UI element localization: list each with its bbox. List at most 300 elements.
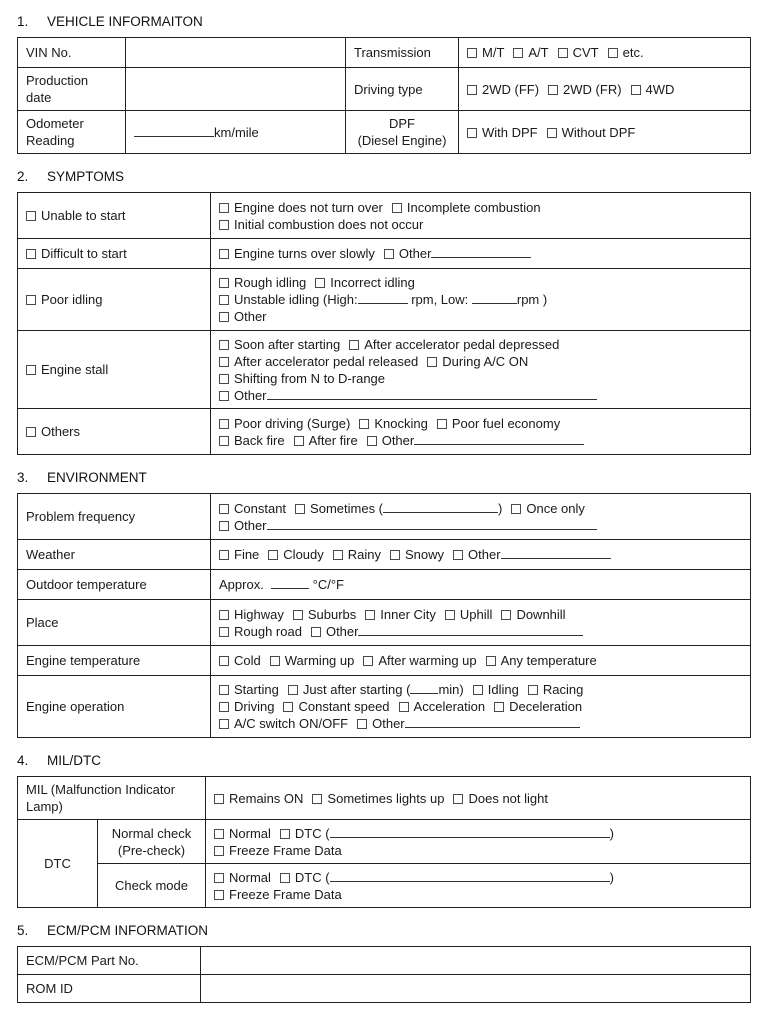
other-checkbox[interactable] <box>384 249 394 259</box>
incomplete-combustion-checkbox[interactable] <box>392 203 402 213</box>
knocking-checkbox[interactable] <box>359 419 369 429</box>
place-label <box>18 600 211 646</box>
fine-label: Fine <box>234 547 260 562</box>
acceleration-checkbox[interactable] <box>399 702 409 712</box>
table-row <box>18 68 751 111</box>
incomplete-combustion-option <box>392 200 541 215</box>
form-line <box>219 715 742 732</box>
table-row <box>18 676 751 738</box>
other-checkbox[interactable] <box>219 312 229 322</box>
dtc-checkbox[interactable] <box>280 829 290 839</box>
after-warming-up-label: After warming up <box>378 653 477 668</box>
production-date-label <box>18 68 126 111</box>
engine-does-not-turn-over-checkbox[interactable] <box>219 203 229 213</box>
static-text: ) <box>609 825 614 841</box>
inner-city-checkbox[interactable] <box>365 610 375 620</box>
form-line <box>26 245 202 262</box>
poor-fuel-economy-label: Poor fuel economy <box>451 415 561 431</box>
rough-idling-option <box>219 275 306 290</box>
sometimes-lights-up-checkbox[interactable] <box>312 794 322 804</box>
with-dpf-option <box>467 125 538 140</box>
static-text: Odometer <box>26 116 84 131</box>
transmission-label <box>346 38 459 68</box>
any-temperature-label: Any temperature <box>500 653 597 668</box>
deceleration-checkbox[interactable] <box>494 702 504 712</box>
initial-combustion-does-not-occur-checkbox[interactable] <box>219 220 229 230</box>
freeze-frame-data-option <box>214 887 342 902</box>
driving-label: Driving <box>234 699 275 714</box>
fill-in-blank[interactable] <box>330 826 610 838</box>
vin-input-cell[interactable] <box>126 38 346 68</box>
dtc-checkbox[interactable] <box>280 873 290 883</box>
other-label: Other <box>234 309 267 324</box>
form-line <box>219 370 742 387</box>
section-number: 1. <box>17 14 29 29</box>
form-line <box>467 44 742 61</box>
uphill-label: Uphill <box>459 606 493 622</box>
static-text: min) <box>438 682 464 697</box>
symptom-others <box>18 409 211 455</box>
unstable-idling-high-option <box>219 292 358 307</box>
symptom-unable-to-start <box>18 193 211 239</box>
does-not-light-checkbox[interactable] <box>453 794 463 804</box>
table-row <box>18 38 751 68</box>
rough-idling-checkbox[interactable] <box>219 278 229 288</box>
sometimes-lights-up-option <box>312 791 444 806</box>
a-c-switch-on-off-checkbox[interactable] <box>219 719 229 729</box>
initial-combustion-does-not-occur-label: Initial combustion does not occur <box>234 216 424 232</box>
static-text: ) <box>498 500 503 516</box>
fill-in-blank[interactable] <box>267 518 597 530</box>
with-dpf-checkbox[interactable] <box>467 128 477 138</box>
static-text: Place <box>26 615 59 630</box>
unable-to-start-label: Unable to start <box>41 208 126 223</box>
form-line <box>354 44 450 61</box>
symptom-difficult-to-start <box>18 239 211 269</box>
form-line <box>214 842 742 859</box>
form-line <box>106 842 197 859</box>
back-fire-checkbox[interactable] <box>219 436 229 446</box>
form-line <box>26 423 202 440</box>
dpf-options <box>459 111 751 154</box>
constant-checkbox[interactable] <box>219 504 229 514</box>
other-option <box>367 433 415 448</box>
rough-idling-label: Rough idling <box>234 275 307 290</box>
other-label: Other <box>468 547 501 562</box>
other-label: Other <box>234 387 267 403</box>
poor-fuel-economy-option <box>437 416 560 431</box>
unable-to-start-checkbox[interactable] <box>26 211 36 221</box>
without-dpf-label: Without DPF <box>561 124 636 140</box>
sometimes-option <box>295 501 383 516</box>
form-line <box>219 387 742 404</box>
fill-in-blank[interactable] <box>271 577 309 589</box>
freeze-frame-data-checkbox[interactable] <box>214 846 224 856</box>
rainy-label: Rainy <box>347 547 382 562</box>
inner-city-option <box>365 607 436 622</box>
rough-road-checkbox[interactable] <box>219 627 229 637</box>
normal-checkbox[interactable] <box>214 873 224 883</box>
remains-on-label: Remains ON <box>229 790 304 806</box>
a-c-switch-on-off-option <box>219 716 348 731</box>
transmission-options <box>459 38 751 68</box>
highway-checkbox[interactable] <box>219 610 229 620</box>
cold-label: Cold <box>234 653 261 668</box>
freeze-frame-data-checkbox[interactable] <box>214 890 224 900</box>
form-line <box>467 81 742 98</box>
form-line <box>219 199 742 216</box>
after-fire-checkbox[interactable] <box>294 436 304 446</box>
2wd-ff-checkbox[interactable] <box>467 85 477 95</box>
section-number: 2. <box>17 169 29 184</box>
form-line <box>219 517 742 534</box>
rom-id-label <box>18 975 201 1003</box>
poor-driving-surge-option <box>219 416 350 431</box>
cvt-checkbox[interactable] <box>558 48 568 58</box>
others-checkbox[interactable] <box>26 427 36 437</box>
knocking-label: Knocking <box>374 415 428 431</box>
rough-road-label: Rough road <box>234 623 302 639</box>
a-t-checkbox[interactable] <box>513 48 523 58</box>
dtc-normal-check-label <box>98 820 206 864</box>
form-line <box>214 869 742 886</box>
other-option <box>311 624 359 639</box>
poor-idling-option <box>26 292 102 307</box>
snowy-checkbox[interactable] <box>390 550 400 560</box>
unable-to-start-option <box>26 208 126 223</box>
after-accelerator-pedal-depressed-label: After accelerator pedal depressed <box>364 336 560 352</box>
symptom-engine-stall <box>18 331 211 409</box>
static-text: VIN No. <box>26 45 72 60</box>
during-a-c-on-label: During A/C ON <box>442 353 529 369</box>
form-line <box>219 245 742 262</box>
after-accelerator-pedal-depressed-option <box>349 337 559 352</box>
suburbs-label: Suburbs <box>307 606 357 622</box>
does-not-light-label: Does not light <box>468 790 548 806</box>
section-title: ECM/PCM INFORMATION <box>47 923 208 938</box>
section-title: MIL/DTC <box>47 753 101 768</box>
rainy-checkbox[interactable] <box>333 550 343 560</box>
difficult-to-start-option <box>26 246 127 261</box>
static-text: °C/°F <box>309 577 344 592</box>
table-row <box>18 494 751 540</box>
difficult-to-start-options <box>211 239 751 269</box>
during-a-c-on-option <box>427 354 528 369</box>
rom-id-input-cell[interactable] <box>201 975 751 1003</box>
starting-label: Starting <box>234 682 279 697</box>
just-after-starting-option <box>288 682 411 697</box>
table-row <box>18 820 751 864</box>
form-line <box>219 336 742 353</box>
normal-label: Normal <box>229 825 271 841</box>
dtc-option <box>280 826 330 841</box>
other-option <box>384 246 432 261</box>
form-line <box>219 216 742 233</box>
cloudy-label: Cloudy <box>283 547 324 562</box>
table-row <box>18 646 751 676</box>
static-text: Normal check <box>111 825 192 841</box>
section-title: VEHICLE INFORMAITON <box>47 14 203 29</box>
after-fire-option <box>294 433 358 448</box>
a-c-switch-on-off-label: A/C switch ON/OFF <box>234 716 349 731</box>
after-accelerator-pedal-released-checkbox[interactable] <box>219 357 229 367</box>
warming-up-checkbox[interactable] <box>270 656 280 666</box>
suburbs-option <box>293 607 356 622</box>
idling-option <box>473 682 519 697</box>
form-line <box>219 308 742 325</box>
others-label: Others <box>41 424 81 439</box>
poor-driving-surge-label: Poor driving (Surge) <box>234 415 351 431</box>
mil-options <box>206 777 751 820</box>
after-accelerator-pedal-depressed-checkbox[interactable] <box>349 340 359 350</box>
engine-does-not-turn-over-option <box>219 200 383 215</box>
once-only-checkbox[interactable] <box>511 504 521 514</box>
production-date-input-cell[interactable] <box>126 68 346 111</box>
static-text: ECM/PCM Part No. <box>26 953 139 968</box>
symptoms-heading <box>17 169 750 184</box>
2wd-ff-option <box>467 82 539 97</box>
other-label: Other <box>325 623 359 639</box>
fill-in-blank[interactable] <box>358 624 583 636</box>
remains-on-option <box>214 791 303 806</box>
form-line <box>26 44 117 61</box>
form-line <box>219 623 742 640</box>
constant-option <box>219 501 286 516</box>
other-checkbox[interactable] <box>367 436 377 446</box>
soon-after-starting-option <box>219 337 340 352</box>
rainy-option <box>333 547 381 562</box>
racing-checkbox[interactable] <box>528 685 538 695</box>
snowy-label: Snowy <box>405 547 445 562</box>
engine-turns-over-slowly-checkbox[interactable] <box>219 249 229 259</box>
form-line <box>26 132 117 149</box>
etc-checkbox[interactable] <box>608 48 618 58</box>
form-line <box>219 500 742 517</box>
static-text: MIL (Malfunction Indicator <box>26 782 176 797</box>
any-temperature-checkbox[interactable] <box>486 656 496 666</box>
weather-label <box>18 540 211 570</box>
place-options <box>211 600 751 646</box>
form-line <box>219 415 742 432</box>
table-row <box>18 111 751 154</box>
cold-checkbox[interactable] <box>219 656 229 666</box>
suburbs-checkbox[interactable] <box>293 610 303 620</box>
normal-label: Normal <box>229 869 271 885</box>
form-line <box>26 980 192 997</box>
once-only-label: Once only <box>526 500 585 516</box>
others-options <box>211 409 751 455</box>
mil-label <box>18 777 206 820</box>
fill-in-blank[interactable] <box>431 246 531 258</box>
form-line <box>219 652 742 669</box>
section-number: 5. <box>17 923 29 938</box>
constant-speed-label: Constant speed <box>298 699 390 714</box>
downhill-label: Downhill <box>516 606 566 622</box>
form-line <box>106 825 197 842</box>
section-title: ENVIRONMENT <box>47 470 147 485</box>
poor-driving-surge-checkbox[interactable] <box>219 419 229 429</box>
downhill-checkbox[interactable] <box>501 610 511 620</box>
engine-operation-options <box>211 676 751 738</box>
fine-option <box>219 547 259 562</box>
mil-dtc-table <box>17 776 751 908</box>
soon-after-starting-checkbox[interactable] <box>219 340 229 350</box>
engine-stall-checkbox[interactable] <box>26 365 36 375</box>
ecm-pcm-part-no-input-cell[interactable] <box>201 947 751 975</box>
fill-in-blank[interactable] <box>410 682 438 694</box>
unable-to-start-options <box>211 193 751 239</box>
form-line <box>26 652 202 669</box>
engine-stall-label: Engine stall <box>41 362 109 377</box>
fill-in-blank[interactable] <box>405 716 580 728</box>
remains-on-checkbox[interactable] <box>214 794 224 804</box>
fill-in-blank[interactable] <box>383 501 498 513</box>
engine-temperature-label <box>18 646 211 676</box>
static-text: Approx. <box>219 577 272 592</box>
highway-label: Highway <box>234 606 284 622</box>
sometimes-label: Sometimes ( <box>310 500 384 516</box>
ecm-pcm-information-heading <box>17 923 750 938</box>
other-checkbox[interactable] <box>311 627 321 637</box>
other-checkbox[interactable] <box>219 391 229 401</box>
static-text: Production date <box>26 73 92 105</box>
just-after-starting-checkbox[interactable] <box>288 685 298 695</box>
form-line <box>26 781 197 798</box>
without-dpf-checkbox[interactable] <box>547 128 557 138</box>
racing-label: Racing <box>542 682 584 697</box>
after-warming-up-option <box>363 653 476 668</box>
engine-stall-option <box>26 362 108 377</box>
cold-option <box>219 653 261 668</box>
uphill-checkbox[interactable] <box>445 610 455 620</box>
shifting-from-n-to-d-range-option <box>219 371 385 386</box>
fill-in-blank[interactable] <box>414 433 584 445</box>
just-after-starting-label: Just after starting ( <box>302 682 411 697</box>
unstable-idling-high-checkbox[interactable] <box>219 295 229 305</box>
static-text: (Pre-check) <box>117 842 186 858</box>
driving-checkbox[interactable] <box>219 702 229 712</box>
dtc-normal-check-options <box>206 820 751 864</box>
normal-checkbox[interactable] <box>214 829 224 839</box>
table-row <box>18 864 751 908</box>
fill-in-blank[interactable] <box>358 292 408 304</box>
etc-option <box>608 45 644 60</box>
does-not-light-option <box>453 791 548 806</box>
fill-in-blank[interactable] <box>267 388 597 400</box>
vehicle-information-heading <box>17 14 750 29</box>
form-line <box>134 124 337 141</box>
freeze-frame-data-label: Freeze Frame Data <box>229 842 342 858</box>
poor-fuel-economy-checkbox[interactable] <box>437 419 447 429</box>
fine-checkbox[interactable] <box>219 550 229 560</box>
during-a-c-on-checkbox[interactable] <box>427 357 437 367</box>
engine-stall-options <box>211 331 751 409</box>
engine-operation-label <box>18 676 211 738</box>
any-temperature-option <box>486 653 597 668</box>
fill-in-blank[interactable] <box>134 125 214 137</box>
deceleration-option <box>494 699 582 714</box>
cloudy-checkbox[interactable] <box>268 550 278 560</box>
table-row <box>18 409 751 455</box>
inner-city-label: Inner City <box>380 606 436 622</box>
dtc-option <box>280 870 330 885</box>
sometimes-checkbox[interactable] <box>295 504 305 514</box>
other-checkbox[interactable] <box>357 719 367 729</box>
other-checkbox[interactable] <box>453 550 463 560</box>
normal-option <box>214 826 271 841</box>
driving-type-options <box>459 68 751 111</box>
sometimes-lights-up-label: Sometimes lights up <box>327 790 445 806</box>
after-warming-up-checkbox[interactable] <box>363 656 373 666</box>
other-option <box>219 388 267 403</box>
dtc-check-mode-options <box>206 864 751 908</box>
without-dpf-option <box>547 125 636 140</box>
static-text: rpm, Low: <box>407 292 472 307</box>
form-line <box>26 72 117 106</box>
poor-idling-checkbox[interactable] <box>26 295 36 305</box>
static-text: ROM ID <box>26 981 73 996</box>
static-text: Weather <box>26 547 75 562</box>
a-t-option <box>513 45 548 60</box>
dtc-label <box>18 820 98 908</box>
incorrect-idling-label: Incorrect idling <box>330 275 415 290</box>
static-text: ) <box>609 869 614 885</box>
problem-frequency-options <box>211 494 751 540</box>
fill-in-blank[interactable] <box>472 292 517 304</box>
driving-type-label <box>346 68 459 111</box>
form-line <box>26 855 89 872</box>
form-line <box>26 207 202 224</box>
m-t-checkbox[interactable] <box>467 48 477 58</box>
warming-up-label: Warming up <box>284 653 355 668</box>
table-row <box>18 975 751 1003</box>
after-accelerator-pedal-released-option <box>219 354 418 369</box>
odometer-input <box>126 111 346 154</box>
symptom-poor-idling <box>18 269 211 331</box>
constant-speed-checkbox[interactable] <box>283 702 293 712</box>
form-root <box>17 14 750 1003</box>
other-label: Other <box>234 517 267 533</box>
odometer-label <box>18 111 126 154</box>
form-line <box>214 825 742 842</box>
other-checkbox[interactable] <box>219 521 229 531</box>
form-line <box>26 361 202 378</box>
normal-option <box>214 870 271 885</box>
table-row <box>18 239 751 269</box>
unstable-idling-high-label: Unstable idling (High: <box>234 292 358 307</box>
4wd-checkbox[interactable] <box>631 85 641 95</box>
shifting-from-n-to-d-range-checkbox[interactable] <box>219 374 229 384</box>
fill-in-blank[interactable] <box>501 547 611 559</box>
poor-idling-label: Poor idling <box>41 292 103 307</box>
form-line <box>26 115 117 132</box>
form-line <box>26 546 202 563</box>
incorrect-idling-checkbox[interactable] <box>315 278 325 288</box>
engine-turns-over-slowly-option <box>219 246 375 261</box>
idling-checkbox[interactable] <box>473 685 483 695</box>
warming-up-option <box>270 653 355 668</box>
others-option <box>26 424 80 439</box>
engine-does-not-turn-over-label: Engine does not turn over <box>234 199 383 215</box>
outdoor-temperature-label <box>18 570 211 600</box>
table-row <box>18 193 751 239</box>
difficult-to-start-checkbox[interactable] <box>26 249 36 259</box>
2wd-fr-checkbox[interactable] <box>548 85 558 95</box>
poor-idling-options <box>211 269 751 331</box>
soon-after-starting-label: Soon after starting <box>234 336 341 352</box>
fill-in-blank[interactable] <box>330 870 610 882</box>
starting-checkbox[interactable] <box>219 685 229 695</box>
